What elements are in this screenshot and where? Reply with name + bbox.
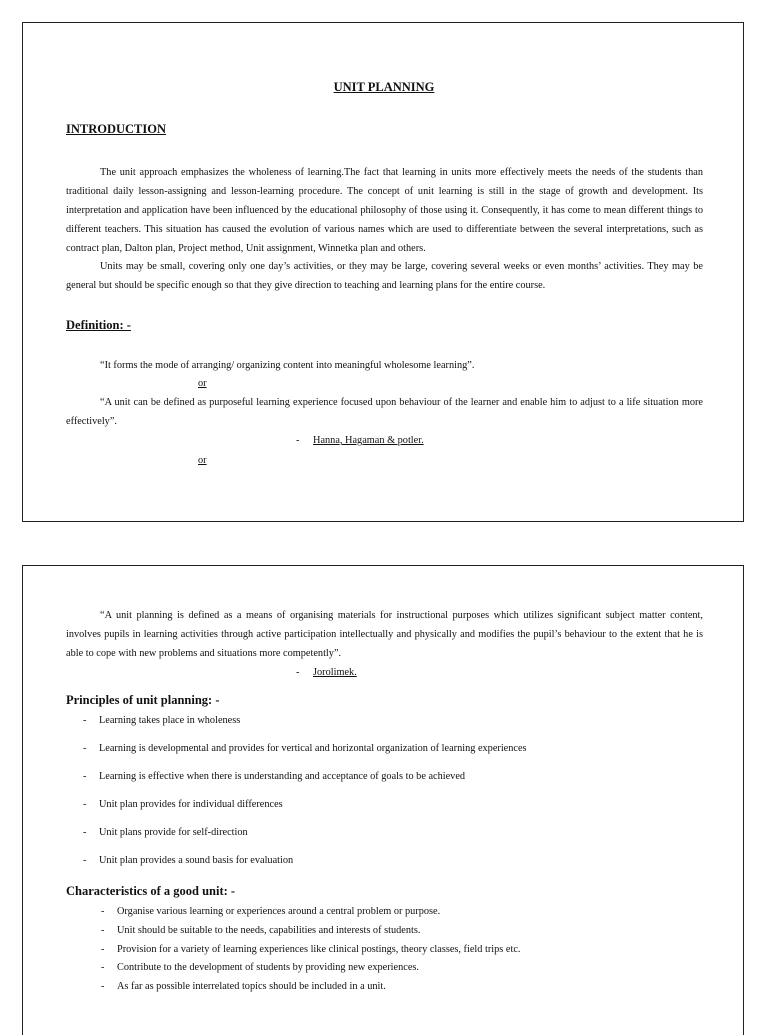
- or-separator-2: or: [198, 455, 207, 466]
- list-item: - Learning is effective when there is understanding and acceptance of goals to be achieved: [83, 771, 466, 782]
- list-item: - Unit plan provides for individual differences: [83, 799, 283, 810]
- list-item: - Organise various learning or experiences around a central problem or purpose.: [101, 906, 441, 917]
- list-item: - Unit plan provides a sound basis for evaluation: [83, 855, 294, 866]
- list-item: - Contribute to the development of students by providing new experiences.: [101, 962, 419, 973]
- or-separator-1: or: [198, 378, 207, 389]
- attribution-line-1: [296, 431, 424, 450]
- list-item: - As far as possible interrelated topics should be included in a unit.: [101, 981, 386, 992]
- list-item: - Unit plans provide for self-direction: [83, 827, 248, 838]
- list-item: - Learning takes place in wholeness: [83, 715, 241, 726]
- attribution-line-2: [296, 663, 357, 682]
- attribution-dash: -: [296, 435, 300, 446]
- introduction-paragraph-1: The unit approach emphasizes the wholeness of learning.The fact that learning in units more effectively meets the needs of the students than traditional daily lesson-assigning and lesson-learning procedure. The concept of unit learning is still in the stage of growth and development. Its interpretation and application have been influenced by the educational philosophy of those using it. Consequently, it has come to mean different things to different teachers. This situation has caused the evolution of various names which are used to differentiate between the several interpretations, such as contract plan, Dalton plan, Project method, Unit assignment, Winnetka plan and others.: [66, 167, 703, 254]
- list-item: - Unit should be suitable to the needs, capabilities and interests of students.: [101, 925, 421, 936]
- definition-quote-3: “A unit planning is defined as a means of organising materials for instructional purposes which utilizes significant subject matter content, involves pupils in learning activities through active participation intellectually and physically and modifies the pupil’s behaviour to the extent that he is able to cope with new problems and situations more competently”.: [66, 610, 703, 659]
- attribution-author: Hanna, Hagaman & potler.: [313, 435, 424, 446]
- introduction-paragraph-2: Units may be small, covering only one day’s activities, or they may be large, covering several weeks or even months’ activities. They may be general but should be specific enough so that they give direction to teaching and learning plans for the entire course.: [66, 261, 703, 291]
- list-item: - Learning is developmental and provides for vertical and horizontal organization of learning experiences: [83, 743, 527, 754]
- document-page-1: [22, 22, 744, 522]
- list-item: - Provision for a variety of learning experiences like clinical postings, theory classes, field trips etc.: [101, 944, 521, 955]
- attribution-dash: -: [296, 667, 300, 678]
- introduction-heading: INTRODUCTION: [66, 122, 167, 136]
- attribution-author: Jorolimek.: [313, 667, 357, 678]
- definition-quote-1: “It forms the mode of arranging/ organizing content into meaningful wholesome learning”.: [100, 360, 475, 371]
- principles-heading: Principles of unit planning: -: [66, 693, 220, 707]
- definition-quote-2: “A unit can be defined as purposeful learning experience focused upon behaviour of the learner and enable him to adjust to a life situation more effectively”.: [66, 397, 703, 427]
- page-title: UNIT PLANNING: [333, 80, 435, 94]
- characteristics-heading: Characteristics of a good unit: -: [66, 884, 236, 898]
- definition-heading: Definition: -: [66, 318, 131, 332]
- document-page-2: [22, 565, 744, 1035]
